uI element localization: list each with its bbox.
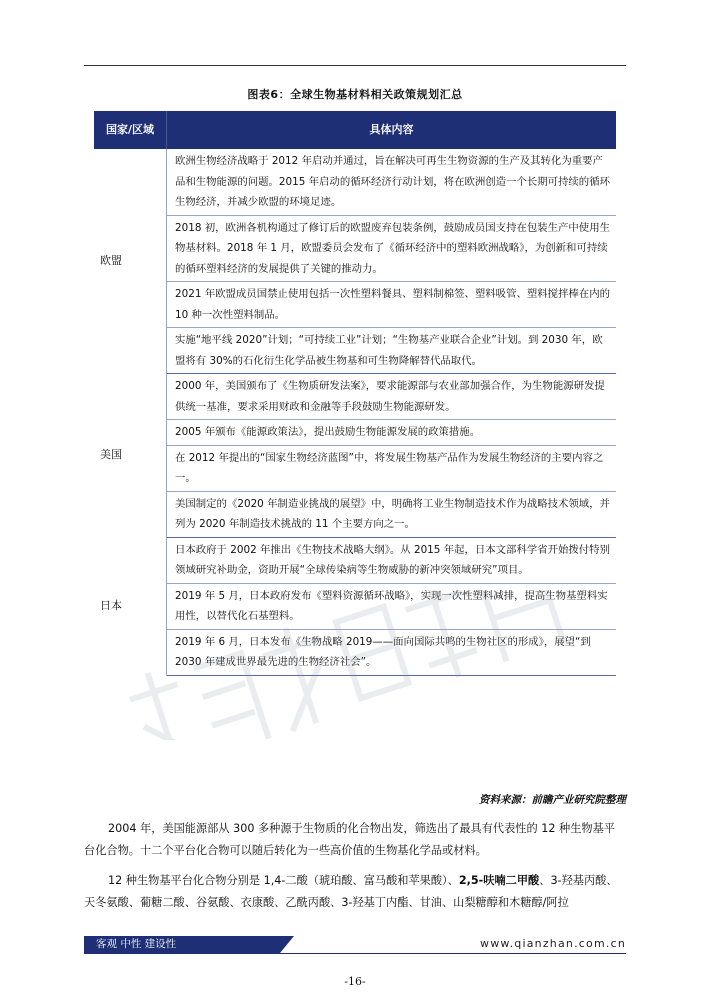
paragraph-text: 12 种生物基平台化合物分别是 1,4-二酸（琥珀酸、富马酸和苹果酸）、	[108, 874, 459, 887]
table-row	[94, 215, 616, 282]
paragraph-bold-text: 2,5-呋喃二甲酸	[458, 874, 540, 887]
policy-cell: 2005 年颁布《能源政策法》，提出鼓励生物能源发展的政策措施。	[167, 420, 617, 446]
policy-cell: 在 2012 年提出的“国家生物经济蓝图”中，将发展生物基产品作为发展生物经济的主要内容之一。	[167, 445, 617, 491]
footer-url: www.qianzhan.com.cn	[480, 937, 626, 950]
region-cell-eu: 欧盟	[94, 149, 167, 374]
page-number: -16-	[344, 975, 366, 988]
region-cell-us: 美国	[94, 374, 167, 538]
table-row	[94, 374, 616, 420]
policy-cell: 2000 年，美国颁布了《生物质研发法案》，要求能源部与农业部加强合作，为生物能源研发提供统一基准，要求采用财政和金融等手段鼓励生物能源研发。	[167, 374, 617, 420]
body-paragraph	[84, 870, 626, 914]
policy-cell: 日本政府于 2002 年推出《生物技术战略大纲》。从 2015 年起，日本文部科学省开始拨付特别领域研究补助金，资助开展“全球传染病等生物威胁的新冲突领域研究”项目。	[167, 537, 617, 583]
source-note: 资料来源：前瞻产业研究院整理	[479, 794, 626, 806]
footer-rule	[84, 953, 626, 954]
policy-table	[94, 111, 616, 676]
table-row	[94, 328, 616, 374]
policy-cell: 2019 年 6 月，日本发布《生物战略 2019——面向国际共鸣的生物社区的形成》，展望“到 2030 年建成世界最先进的生物经济社会”。	[167, 629, 617, 675]
policy-cell: 美国制定的《2020 年制造业挑战的展望》中，明确将工业生物制造技术作为战略技术领域，并列为 2020 年制造技术挑战的 11 个主要方向之一。	[167, 491, 617, 537]
paragraph-text: 、3-羟基丙酸、天冬氨酸、葡糖二酸、谷氨酸、衣康酸、乙酰丙酸、3-羟基丁内酯、甘油、山梨糖醇和木糖醇/阿拉	[84, 874, 618, 909]
footer-slogan-tab	[280, 936, 294, 953]
footer-slogan: 客观 中性 建设性	[84, 936, 280, 953]
table-row	[94, 420, 616, 446]
table-row	[94, 445, 616, 491]
policy-cell: 2018 初，欧洲各机构通过了修订后的欧盟废弃包装条例，鼓励成员国支持在包装生产中使用生物基材料。2018 年 1 月，欧盟委员会发布了《循环经济中的塑料欧洲战略》，为创新和可持续的循环塑料经济的发展提供了关键的推动力。	[167, 215, 617, 282]
table-row	[94, 491, 616, 537]
header-rule	[84, 65, 626, 66]
policy-cell: 2019 年 5 月，日本政府发布《塑料资源循环战略》，实现一次性塑料减排，提高生物基塑料实用性，以替代化石基塑料。	[167, 583, 617, 629]
table-title: 图表6：全球生物基材料相关政策规划汇总	[247, 88, 463, 101]
policy-cell: 2021 年欧盟成员国禁止使用包括一次性塑料餐具、塑料制棉签、塑料吸管、塑料搅拌棒在内的 10 种一次性塑料制品。	[167, 282, 617, 328]
table-row	[94, 149, 616, 215]
body-paragraph: 2004 年，美国能源部从 300 多种源于生物质的化合物出发，筛选出了最具有代表性的 12 种生物基平台化合物。十二个平台化合物可以随后转化为一些高价值的生物基化学品或材料。	[84, 822, 615, 857]
header-region: 国家/区域	[94, 111, 167, 149]
region-cell-japan: 日本	[94, 537, 167, 675]
table-header-row	[94, 111, 616, 149]
policy-cell: 实施“地平线 2020”计划；“可持续工业”计划；“生物基产业联合企业”计划。到 2030 年，欧盟将有 30%的石化衍生化学品被生物基和可生物降解替代品取代。	[167, 328, 617, 374]
table-row	[94, 583, 616, 629]
table-row	[94, 537, 616, 583]
header-content: 具体内容	[167, 111, 617, 149]
policy-cell: 欧洲生物经济战略于 2012 年启动并通过，旨在解决可再生生物资源的生产及其转化为重要产品和生物能源的问题。2015 年启动的循环经济行动计划，将在欧洲创造一个长期可持续的循环生物经济，并减少欧盟的环境足迹。	[167, 149, 617, 215]
table-row	[94, 629, 616, 675]
table-row	[94, 282, 616, 328]
